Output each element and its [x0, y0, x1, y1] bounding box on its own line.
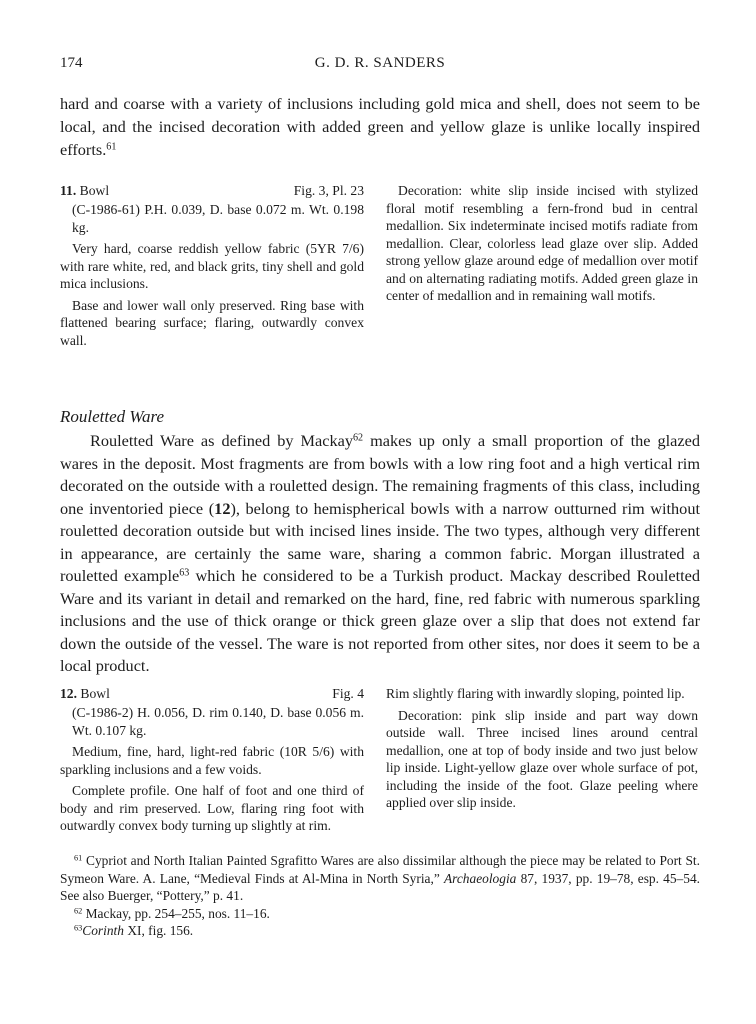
- entry-12-right-column: [386, 685, 698, 816]
- entry-11-inventory: (C-1986-61) P.H. 0.039, D. base 0.072 m. Wt. 0.198 kg.: [72, 202, 364, 235]
- entry-12-decoration: Decoration: pink slip inside and part way down outside wall. Three incised lines around central medallion, one at top of body inside and two just below lip inside. Light-yellow glaze over whole surface of pot, including the inside of the foot. Glaze peeling where applied over slip inside.: [386, 707, 698, 810]
- entry-11-decoration: Decoration: white slip inside incised with stylized floral motif resembling a fern-frond bud in central medallion. Six indeterminate incised motifs radiate from medallion. Clear, colorless lead glaze over slip. Added strong yellow glaze around edge of medallion over motif and on alternating radiating motifs. Added green glaze in center of medallion and in remaining wall motifs.: [386, 183, 698, 303]
- entry-11-fabric: Very hard, coarse reddish yellow fabric (5YR 7/6) with rare white, red, and black grits, tiny shell and gold mica inclusions.: [60, 241, 364, 291]
- entry-12-rim: Rim slightly flaring with inwardly sloping, pointed lip.: [386, 686, 685, 701]
- running-head: [60, 55, 700, 75]
- footnote-61-text-end: 87, 1937, pp. 19–78, esp. 45–54. See also Buerger, “Pottery,” p. 41.: [60, 870, 700, 903]
- entry-12-fabric: Medium, fine, hard, light-red fabric (10R 5/6) with sparkling inclusions and a few voids.: [60, 744, 364, 777]
- entry-12-inventory: (C-1986-2) H. 0.056, D. rim 0.140, D. base 0.056 m. Wt. 0.107 kg.: [72, 705, 364, 738]
- footnote-63-number: 63: [74, 923, 83, 933]
- footnote-61: [60, 852, 700, 905]
- entry-12-type: Bowl: [80, 686, 110, 701]
- footnote-62: [60, 905, 700, 923]
- section-text-4: which he considered to be a Turkish product. Mackay described Rouletted Ware and its variant in detail and remarked on the hard, fine, red fabric with numerous sparkling inclusions and the use of thick orange or thick green glaze over a slip that does not extend far down the outside of the vessel. The ware is not reported from other sites, nor does it seem to be a local product.: [60, 566, 700, 675]
- footnote-63: [60, 922, 700, 940]
- running-title: G. D. R. SANDERS: [314, 55, 446, 71]
- footnote-ref-62[interactable]: 62: [353, 432, 364, 444]
- section-paragraph: [60, 430, 700, 678]
- entry-11-type: Bowl: [79, 183, 110, 198]
- footnote-63-title: Corinth: [82, 923, 124, 938]
- entry-12-heading: [60, 685, 364, 704]
- entry-11-figure-ref[interactable]: Fig. 3, Pl. 23: [293, 183, 364, 198]
- footnote-61-journal: Archaeologia: [443, 870, 517, 886]
- section-body: [60, 430, 700, 678]
- footnote-62-number: 62: [74, 905, 83, 915]
- entry-11-number: 11.: [60, 183, 77, 198]
- page-number: 174: [60, 55, 83, 71]
- footnote-61-number: 61: [74, 853, 83, 863]
- footnote-62-text: Mackay, pp. 254–255, nos. 11–16.: [82, 905, 270, 921]
- entry-12-figure-ref[interactable]: Fig. 4: [332, 686, 364, 701]
- footnote-ref-63[interactable]: 63: [179, 567, 190, 579]
- entry-11-left-column: [60, 182, 364, 353]
- intro-text: hard and coarse with a variety of inclusions including gold mica and shell, does not seem to be local, and the incised decoration with added green and yellow glaze is unlike locally inspired efforts.: [60, 94, 700, 159]
- section-text-3: ), belong to hemispherical bowls with a narrow outturned rim without rouletted decoration outside but with incised lines inside. The two types, although very different in appearance, are certainly the same ware, sharing a common fabric. Morgan illustrated a rouletted example: [60, 498, 700, 585]
- footnotes: [60, 852, 700, 940]
- section-heading: Rouletted Ware: [60, 407, 165, 426]
- entry-12-profile: Complete profile. One half of foot and one third of body and rim preserved. Low, flaring ring foot with outwardly convex body turning up slightly at rim.: [60, 783, 364, 833]
- section-text-2: makes up only a small proportion of the glazed wares in the deposit. Most fragments are from bowls with a low ring foot and a high vertical rim decorated on the outside with a rouletted design. The remaining fragments of this class, including one inventoried piece (: [60, 431, 700, 518]
- section-text-1: Rouletted Ware as defined by Mackay: [90, 431, 353, 450]
- entry-12-number: 12.: [60, 686, 77, 701]
- footnote-63-text: XI, fig. 156.: [123, 923, 194, 938]
- entry-11-preservation: Base and lower wall only preserved. Ring base with flattened bearing surface; flaring, outwardly convex wall.: [60, 297, 364, 348]
- footnote-ref-61[interactable]: 61: [106, 141, 117, 153]
- entry-11-heading: [60, 182, 364, 201]
- entry-12-left-column: [60, 685, 364, 839]
- entry-11-right-column: [386, 182, 698, 309]
- intro-paragraph: [60, 92, 700, 161]
- footnote-61-text: Cypriot and North Italian Painted Sgrafitto Wares are also dissimilar although the piece may be related to Port St. Symeon Ware. A. Lane, “Medieval Finds at Al-Mina in North Syria,”: [60, 853, 700, 886]
- catalogue-ref-12: 12: [214, 498, 231, 518]
